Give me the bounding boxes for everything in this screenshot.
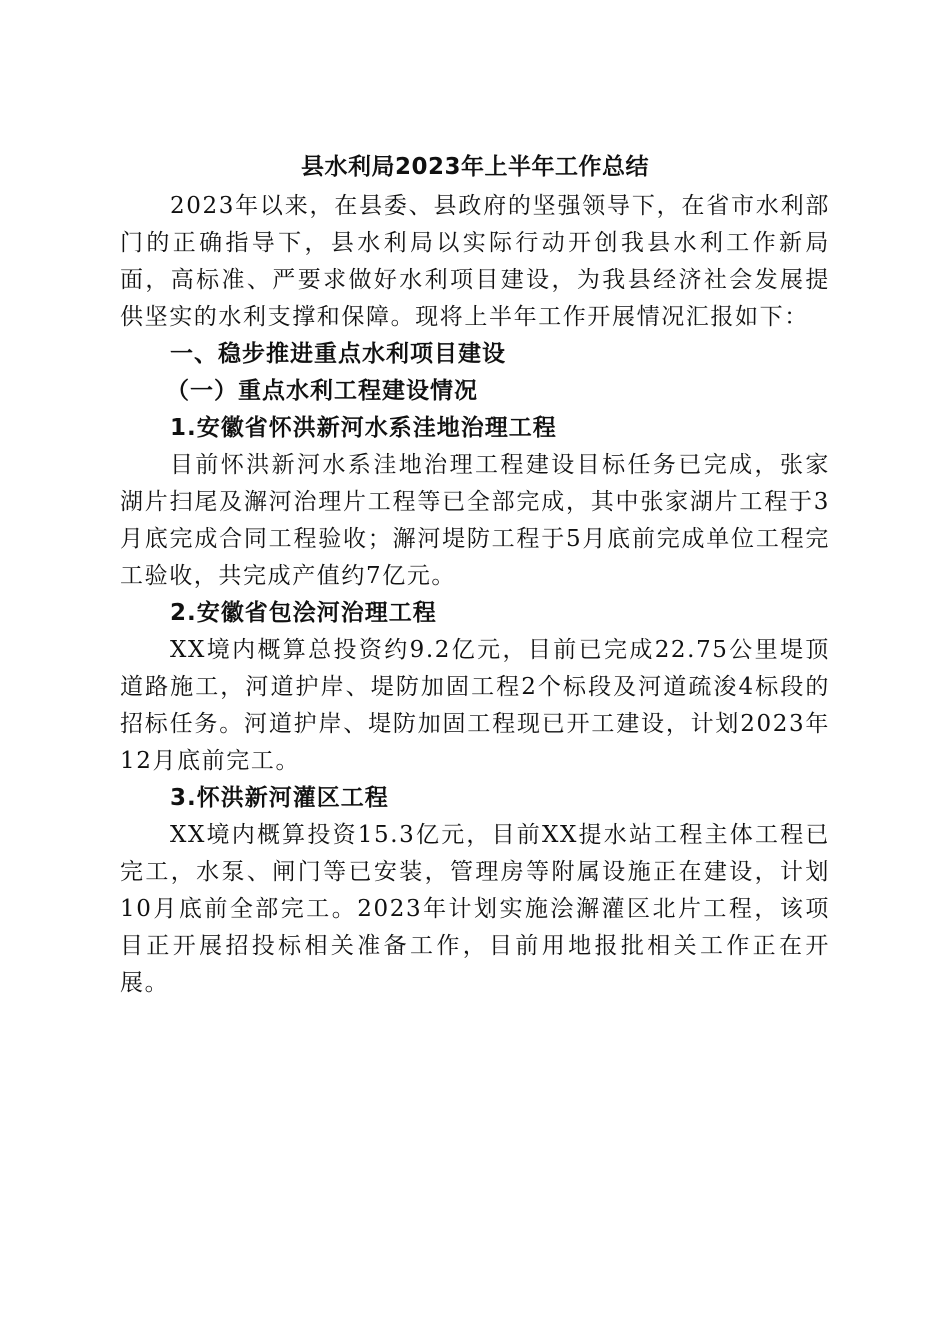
item-heading-1: 1.安徽省怀洪新河水系洼地治理工程 [170,415,557,441]
intro-paragraph: 2023年以来，在县委、县政府的坚强领导下，在省市水利部门的正确指导下，县水利局以实际行动开创我县水利工作新局面，高标准、严要求做好水利项目建设，为我县经济社会发展提供坚实的水利支撑和保障。现将上半年工作开展情况汇报如下： [120,193,830,330]
item-paragraph-2: XX境内概算总投资约9.2亿元，目前已完成22.75公里堤顶道路施工，河道护岸、堤防加固工程2个标段及河道疏浚4标段的招标任务。河道护岸、堤防加固工程现已开工建设，计划2023年12月底前完工。 [120,637,830,774]
item-heading-2: 2.安徽省包浍河治理工程 [170,600,437,626]
document-title: 县水利局2023年上半年工作总结 [300,154,649,180]
subsection-heading-1: （一）重点水利工程建设情况 [166,378,478,404]
item-heading-3: 3.怀洪新河灌区工程 [170,785,389,811]
item-paragraph-1: 目前怀洪新河水系洼地治理工程建设目标任务已完成，张家湖片扫尾及澥河治理片工程等已全部完成，其中张家湖片工程于3月底完成合同工程验收；澥河堤防工程于5月底前完成单位工程完工验收，共完成产值约7亿元。 [120,452,830,589]
document-page [120,150,830,1002]
item-paragraph-3: XX境内概算投资15.3亿元，目前XX提水站工程主体工程已完工，水泵、闸门等已安装，管理房等附属设施正在建设，计划10月底前全部完工。2023年计划实施浍澥灌区北片工程，该项目正开展招投标相关准备工作，目前用地报批相关工作正在开展。 [120,822,830,996]
section-heading-1: 一、稳步推进重点水利项目建设 [170,341,506,367]
